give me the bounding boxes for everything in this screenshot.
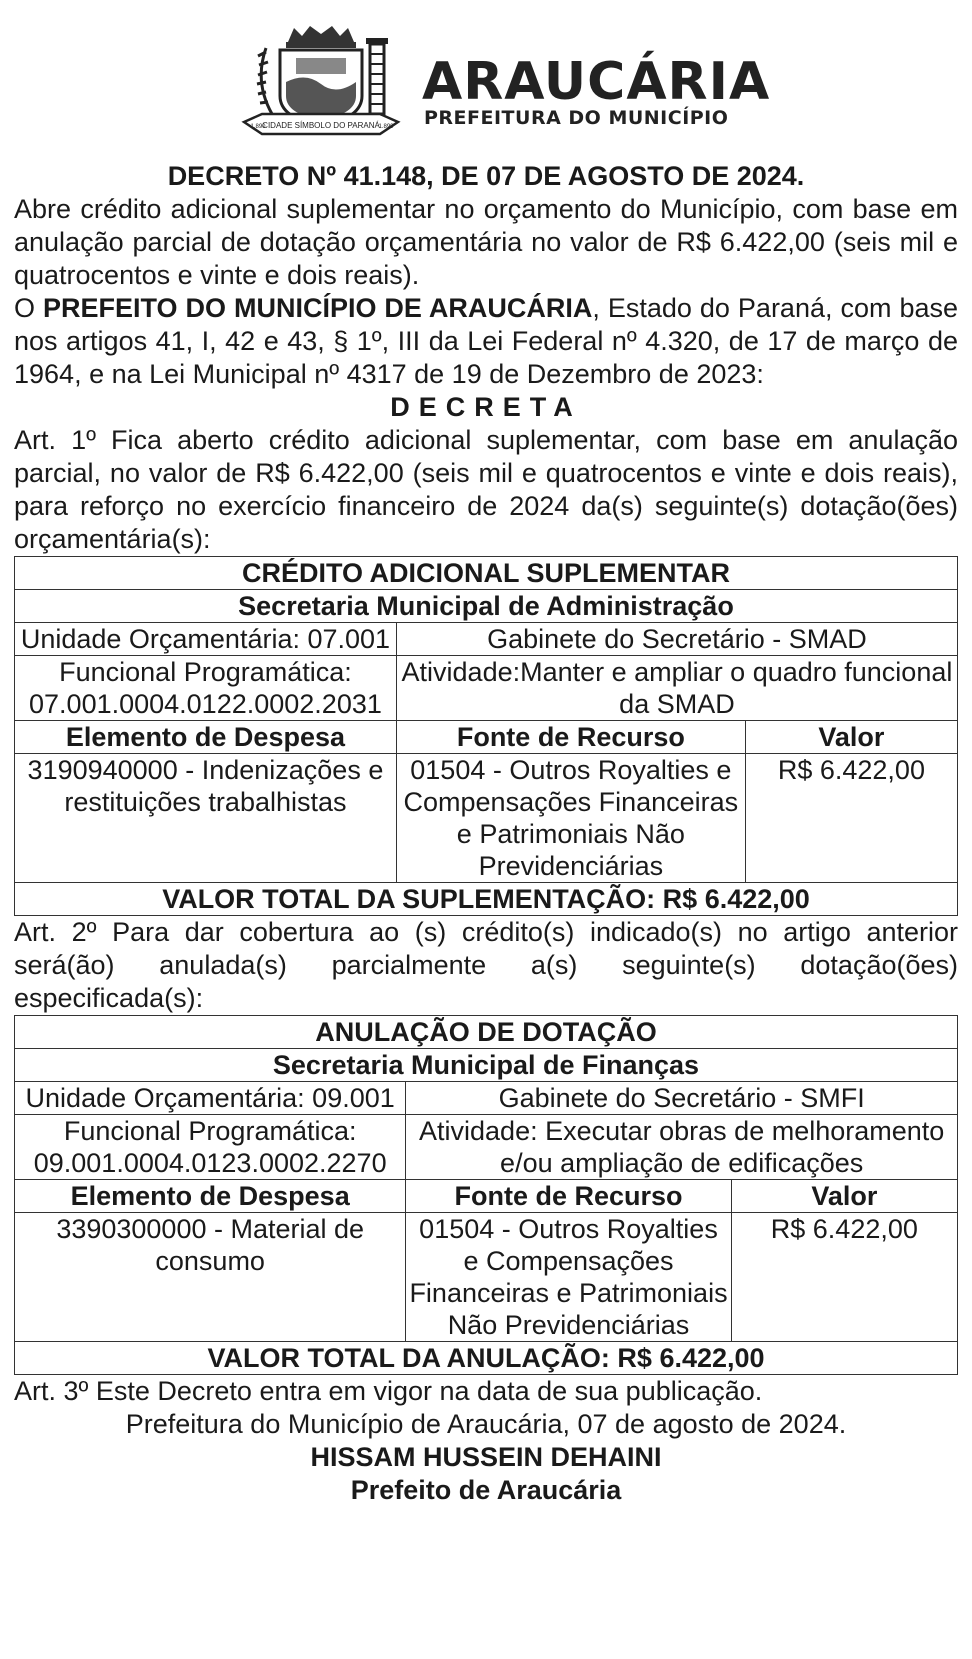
credit-funcional-value: Atividade:Manter e ampliar o quadro funcional da SMAD bbox=[396, 656, 957, 721]
preamble-bold: PREFEITO DO MUNICÍPIO DE ARAUCÁRIA bbox=[42, 293, 593, 323]
credit-secretaria: Secretaria Municipal de Administração bbox=[15, 590, 958, 623]
annul-table bbox=[14, 1015, 958, 1375]
credit-total: VALOR TOTAL DA SUPLEMENTAÇÃO: R$ 6.422,00 bbox=[15, 883, 958, 916]
credit-col-fonte: Fonte de Recurso bbox=[396, 721, 745, 754]
credit-row-fonte: 01504 - Outros Royalties e Compensações Financeiras e Patrimoniais Não Previdenciárias bbox=[396, 754, 745, 883]
table-row bbox=[15, 1213, 958, 1342]
brand-block bbox=[422, 52, 771, 129]
table-row bbox=[15, 754, 958, 883]
credit-unidade-label: Unidade Orçamentária: 07.001 bbox=[15, 623, 397, 656]
credit-table bbox=[14, 556, 958, 916]
header bbox=[14, 0, 958, 148]
crest-motto: CIDADE SÍMBOLO DO PARANÁ bbox=[262, 121, 380, 130]
brand-subtitle: PREFEITURA DO MUNICÍPIO bbox=[424, 107, 729, 129]
preamble-rest: , Estado do Paraná, com base nos artigos 41, I, 42 e 43, § 1º, III da Lei Federal nº 4.320, de 17 de março de 1964, e na Lei Municipal nº 4317 de 19 de Dezembro de 2023: bbox=[14, 293, 958, 389]
annul-col-fonte: Fonte de Recurso bbox=[406, 1180, 731, 1213]
annul-row-valor: R$ 6.422,00 bbox=[731, 1213, 957, 1342]
annul-total: VALOR TOTAL DA ANULAÇÃO: R$ 6.422,00 bbox=[15, 1342, 958, 1375]
annul-funcional-value: Atividade: Executar obras de melhoramento e/ou ampliação de edificações bbox=[406, 1115, 958, 1180]
credit-col-elemento: Elemento de Despesa bbox=[15, 721, 397, 754]
brand-name: ARAUCÁRIA bbox=[422, 52, 771, 112]
closing-line: Prefeitura do Município de Araucária, 07 de agosto de 2024. bbox=[125, 1409, 847, 1439]
crest-right-year: 1.890 bbox=[378, 124, 394, 130]
annul-secretaria: Secretaria Municipal de Finanças bbox=[15, 1049, 958, 1082]
preamble-prefix: O bbox=[14, 293, 43, 323]
credit-funcional-label: Funcional Programática: 07.001.0004.0122.0002.2031 bbox=[15, 656, 397, 721]
annul-table-title: ANULAÇÃO DE DOTAÇÃO bbox=[15, 1016, 958, 1049]
crest-left-year: 1.890 bbox=[250, 124, 266, 130]
annul-col-elemento: Elemento de Despesa bbox=[15, 1180, 406, 1213]
decreta-heading: DECRETA bbox=[390, 392, 582, 422]
article-1: Art. 1º Fica aberto crédito adicional suplementar, com base em anulação parcial, no valor de R$ 6.422,00 (seis mil e quatrocentos e vinte e dois reais), para reforço no exercício financeiro de 2024 da(s) seguinte(s) dotação(ões) orçamentária(s): bbox=[14, 425, 958, 554]
annul-col-valor: Valor bbox=[731, 1180, 957, 1213]
decree-title: DECRETO Nº 41.148, DE 07 DE AGOSTO DE 2024. bbox=[167, 161, 805, 191]
annul-row-fonte: 01504 - Outros Royalties e Compensações Financeiras e Patrimoniais Não Previdenciárias bbox=[406, 1213, 731, 1342]
signer-role: Prefeito de Araucária bbox=[350, 1475, 622, 1505]
credit-unidade-value: Gabinete do Secretário - SMAD bbox=[396, 623, 957, 656]
article-2: Art. 2º Para dar cobertura ao (s) crédito(s) indicado(s) no artigo anterior será(ão) anulada(s) parcialmente a(s) seguinte(s) dotação(ões) especificada(s): bbox=[14, 917, 958, 1013]
annul-row-elemento: 3390300000 - Material de consumo bbox=[15, 1213, 406, 1342]
decree-preamble bbox=[14, 292, 958, 391]
annul-funcional-label: Funcional Programática: 09.001.0004.0123.0002.2270 bbox=[15, 1115, 406, 1180]
annul-unidade-label: Unidade Orçamentária: 09.001 bbox=[15, 1082, 406, 1115]
decree-summary: Abre crédito adicional suplementar no orçamento do Município, com base em anulação parcial de dotação orçamentária no valor de R$ 6.422,00 (seis mil e quatrocentos e vinte e dois reais). bbox=[14, 194, 958, 290]
coat-of-arms-icon bbox=[236, 22, 406, 140]
credit-table-title: CRÉDITO ADICIONAL SUPLEMENTAR bbox=[15, 557, 958, 590]
annul-unidade-value: Gabinete do Secretário - SMFI bbox=[406, 1082, 958, 1115]
article-3: Art. 3º Este Decreto entra em vigor na data de sua publicação. bbox=[14, 1376, 763, 1406]
signer-name: HISSAM HUSSEIN DEHAINI bbox=[310, 1442, 662, 1472]
credit-col-valor: Valor bbox=[745, 721, 957, 754]
credit-row-elemento: 3190940000 - Indenizações e restituições trabalhistas bbox=[15, 754, 397, 883]
credit-row-valor: R$ 6.422,00 bbox=[745, 754, 957, 883]
